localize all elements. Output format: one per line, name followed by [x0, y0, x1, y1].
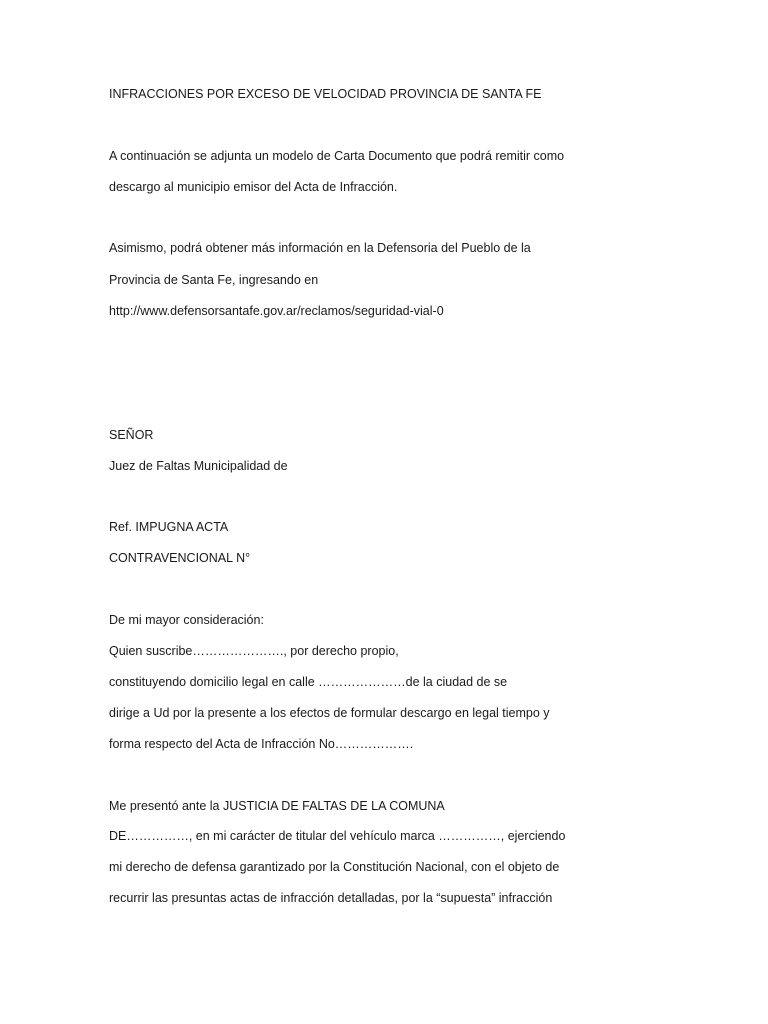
reference-line-2: CONTRAVENCIONAL N°	[109, 551, 251, 565]
info-line-2: Provincia de Santa Fe, ingresando en	[109, 273, 319, 287]
addressee-name: Juez de Faltas Municipalidad de	[109, 459, 288, 473]
reference-line-1: Ref. IMPUGNA ACTA	[109, 520, 229, 534]
body1-line-4: forma respecto del Acta de Infracción No……………….	[109, 737, 414, 751]
body1-line-1: Quien suscribe…………………., por derecho propio,	[109, 644, 399, 658]
addressee-title: SEÑOR	[109, 428, 154, 442]
body2-line-3: mi derecho de defensa garantizado por la Constitución Nacional, con el objeto de	[109, 860, 560, 874]
body2-line-1: Me presentó ante la JUSTICIA DE FALTAS DE LA COMUNA	[109, 799, 445, 813]
info-link[interactable]: http://www.defensorsantafe.gov.ar/reclamos/seguridad-vial-0	[109, 304, 444, 318]
body2-line-2: DE……………, en mi carácter de titular del vehículo marca ……………, ejerciendo	[109, 829, 566, 843]
body1-line-2: constituyendo domicilio legal en calle …………………de la ciudad de se	[109, 675, 508, 689]
info-line-1: Asimismo, podrá obtener más información en la Defensoria del Pueblo de la	[109, 241, 531, 255]
document-title: INFRACCIONES POR EXCESO DE VELOCIDAD PROVINCIA DE SANTA FE	[109, 87, 542, 101]
body2-line-4: recurrir las presuntas actas de infracción detalladas, por la “supuesta” infracción	[109, 891, 553, 905]
body1-line-3: dirige a Ud por la presente a los efectos de formular descargo en legal tiempo y	[109, 706, 550, 720]
intro-line-2: descargo al municipio emisor del Acta de Infracción.	[109, 180, 398, 194]
salutation: De mi mayor consideración:	[109, 613, 264, 627]
intro-line-1: A continuación se adjunta un modelo de Carta Documento que podrá remitir como	[109, 149, 565, 163]
